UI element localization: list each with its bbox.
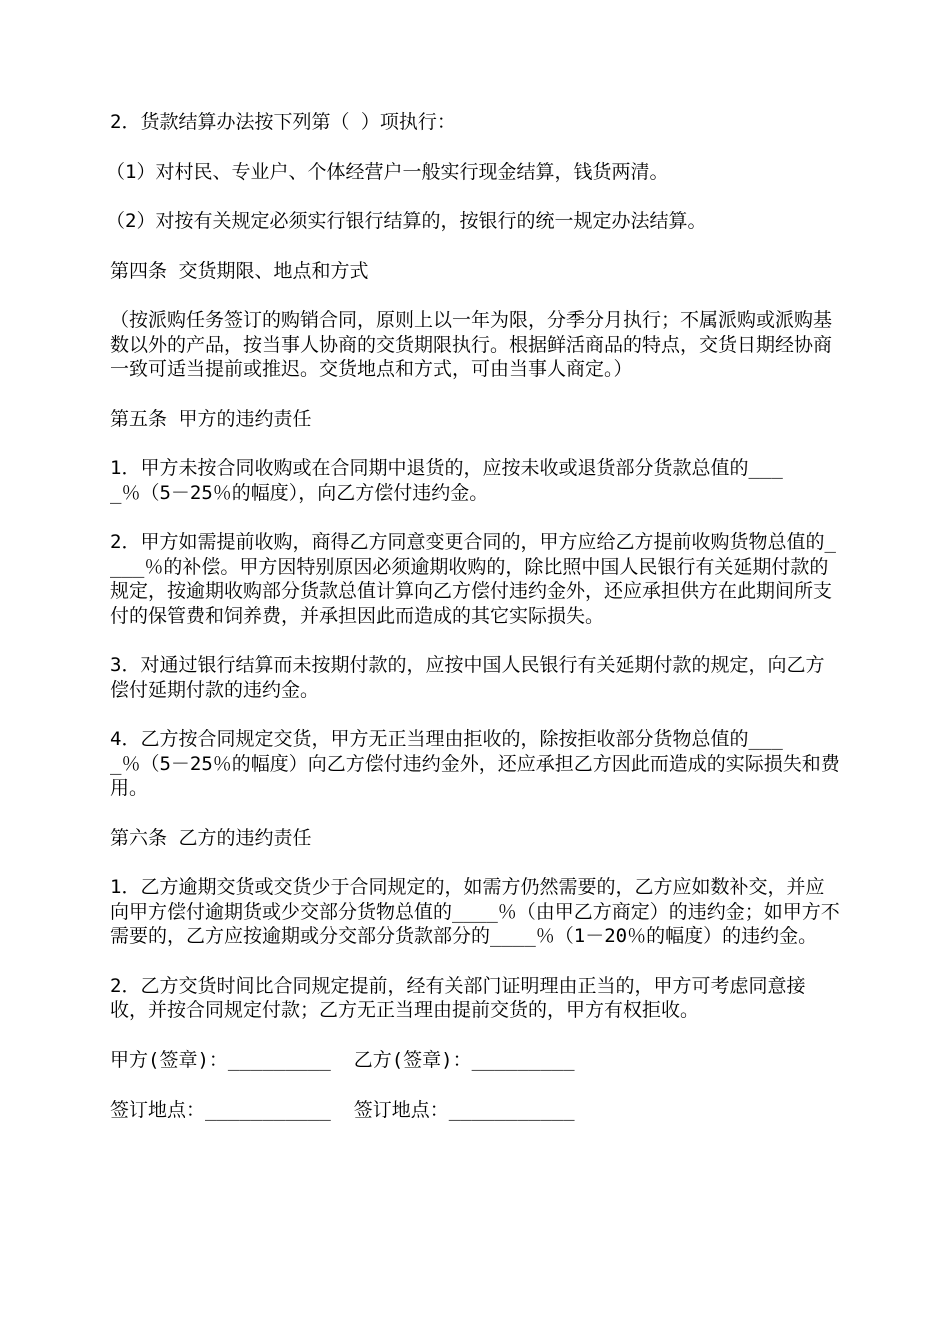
article-4-heading: 第四条 交货期限、地点和方式 xyxy=(110,259,369,282)
article-4-body: （按派购任务签订的购销合同，原则上以一年为限，分季分月执行；不属派购或派购基数以外的产品，按当事人协商的交货期限执行。根据鲜活商品的特点，交货日期经协商一致可适当提前或推迟。交货地点和方式，可由当事人商定。） xyxy=(110,309,833,380)
payment-option-cash: （1）对村民、专业户、个体经营户一般实行现金结算，钱货两清。 xyxy=(106,160,669,183)
clause-payment-method: 2．货款结算办法按下列第（ ）项执行： xyxy=(110,111,456,133)
article-6-heading: 第六条 乙方的违约责任 xyxy=(110,826,312,849)
payment-option-bank: （2）对按有关规定必须实行银行结算的，按银行的统一规定办法结算。 xyxy=(106,210,707,232)
signature-line: 甲方(签章)：_________ 乙方(签章)：_________ xyxy=(110,1048,575,1071)
document-page xyxy=(106,110,840,1149)
article-5-item-3: 3．对通过银行结算而未按期付款的，应按中国人民银行有关延期付款的规定，向乙方偿付延期付款的违约金。 xyxy=(110,654,825,701)
article-6-item-2: 2．乙方交货时间比合同规定提前，经有关部门证明理由正当的，甲方可考虑同意接收，并按合同规定付款；乙方无正当理由提前交货的，甲方有权拒收。 xyxy=(110,974,806,1021)
article-5-item-1: 1．甲方未按合同收购或在合同期中退货的，应按未收或退货部分货款总值的____％（5－25％的幅度），向乙方偿付违约金。 xyxy=(110,457,783,504)
article-5-item-4: 4．乙方按合同规定交货，甲方无正当理由拒收的，除按拒收部分货物总值的____％（5－25％的幅度）向乙方偿付违约金外，还应承担乙方因此而造成的实际损失和费用。 xyxy=(110,728,840,799)
article-6-item-1: 1．乙方逾期交货或交货少于合同规定的，如需方仍然需要的，乙方应如数补交，并应向甲方偿付逾期货或少交部分货物总值的____％（由甲乙方商定）的违约金；如甲方不需要的，乙方应按逾期或分交部分货款部分的____％（1－20％的幅度）的违约金。 xyxy=(110,876,840,947)
signing-place-line: 签订地点：___________ 签订地点：___________ xyxy=(110,1099,575,1121)
article-5-item-2: 2．甲方如需提前收购，商得乙方同意变更合同的，甲方应给乙方提前收购货物总值的____％的补偿。甲方因特别原因必须逾期收购的，除比照中国人民银行有关延期付款的规定，按逾期收购部分货款总值计算向乙方偿付违约金外，还应承担供方在此期间所支付的保管费和饲养费，并承担因此而造成的其它实际损失。 xyxy=(110,531,836,627)
article-5-heading: 第五条 甲方的违约责任 xyxy=(110,407,312,430)
